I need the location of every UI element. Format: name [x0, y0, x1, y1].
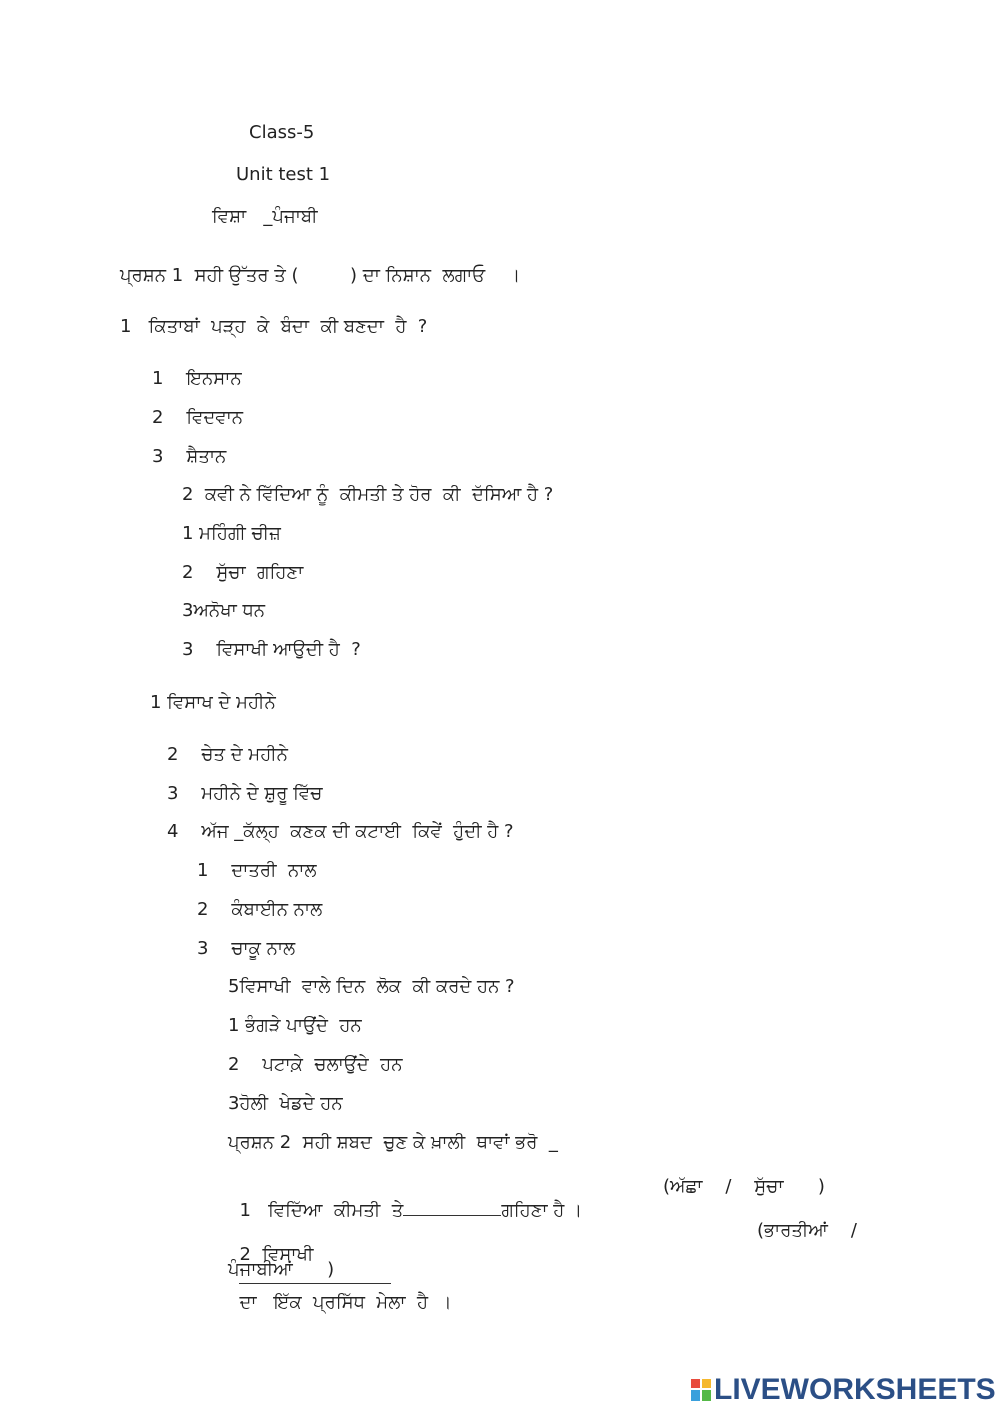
liveworksheets-wordmark: LIVEWORKSHEETS — [714, 1373, 996, 1406]
class-label: Class-5 — [249, 122, 315, 143]
liveworksheets-logo-icon — [690, 1378, 712, 1402]
q1-item-1-option-2[interactable]: 2 ਵਿਦਵਾਨ — [152, 407, 243, 428]
q1-item-5-option-3[interactable]: 3ਹੋਲੀ ਖੇਡਦੇ ਹਨ — [228, 1093, 343, 1114]
q2-item-2-choices: (ਭਾਰਤੀਆਂ / — [757, 1220, 857, 1241]
subject-label: ਵਿਸ਼ਾ _ਪੰਜਾਬੀ — [212, 206, 318, 227]
q1-item-4-option-3[interactable]: 3 ਚਾਕੂ ਨਾਲ — [197, 938, 296, 959]
q1-item-5-option-2[interactable]: 2 ਪਟਾਕ਼ੇ ਚਲਾਉਂਦੇ ਹਨ — [228, 1054, 403, 1075]
q1-item-4-question: 4 ਅੱਜ _ਕੱਲ੍ਹ ਕਣਕ ਦੀ ਕਟਾਈ ਕਿਵੇਂ ਹੁੰਦੀ ਹੈ ? — [167, 821, 514, 842]
q2-item-1-suffix: ਗਹਿਣਾ ਹੈ । — [501, 1200, 583, 1221]
q1-item-2-option-3[interactable]: 3ਅਨੋਖਾ ਧਨ — [182, 600, 266, 621]
q2-item-1-prefix: 1 ਵਿਦਿੱਆ ਕੀਮਤੀ ਤੇ — [239, 1200, 404, 1221]
q1-item-5-question: 5ਵਿਸਾਖੀ ਵਾਲੇ ਦਿਨ ਲੋਕ ਕੀ ਕਰਦੇ ਹਨ ? — [228, 976, 515, 997]
q2-item-1-blank[interactable] — [403, 1199, 501, 1216]
q1-item-5-option-1[interactable]: 1 ਭੰਗੜੇ ਪਾਉਂਦੇ ਹਨ — [228, 1015, 362, 1036]
q1-item-2-question: 2 ਕਵੀ ਨੇ ਵਿੱਦਿਆ ਨੂੰ ਕੀਮਤੀ ਤੇ ਹੋਰ ਕੀ ਦੱਸਿਆ ਹੈ ? — [182, 484, 554, 505]
q2-item-2-suffix: ਦਾ ਇੱਕ ਪ੍ਰਸਿੱਧ ਮੇਲਾ ਹੈ । — [239, 1292, 452, 1313]
q1-item-3-option-3[interactable]: 3 ਮਹੀਨੇ ਦੇ ਸ਼ੁਰੂ ਵਿੱਚ — [167, 783, 323, 804]
q1-item-2-option-2[interactable]: 2 ਸੁੱਚਾ ਗਹਿਣਾ — [182, 562, 304, 583]
liveworksheets-brand — [690, 1374, 996, 1406]
q1-item-1-question: 1 ਕਿਤਾਬਾਂ ਪੜ੍ਹ ਕੇ ਬੰਦਾ ਕੀ ਬਣਦਾ ਹੈ ? — [120, 316, 428, 337]
q2-item-1-choices: (ਅੱਛਾ / ਸੁੱਚਾ ) — [663, 1176, 825, 1197]
q1-item-3-question: 3 ਵਿਸਾਖੀ ਆਉਦੀ ਹੈ ? — [182, 639, 361, 660]
q1-item-1-option-1[interactable]: 1 ਇਨਸਾਨ — [152, 368, 242, 389]
q2-item-2-prefix: 2 ਵਿਸਾਖੀ — [239, 1244, 314, 1265]
q1-item-1-option-3[interactable]: 3 ਸ਼ੈਤਾਨ — [152, 446, 227, 467]
q1-item-3-option-1[interactable]: 1 ਵਿਸਾਖ ਦੇ ਮਹੀਨੇ — [150, 692, 276, 713]
q1-item-3-option-2[interactable]: 2 ਚੇਤ ਦੇ ਮਹੀਨੇ — [167, 744, 288, 765]
q1-item-2-option-1[interactable]: 1 ਮਹਿੰਗੀ ਚੀਜ਼ — [182, 523, 281, 544]
test-title: Unit test 1 — [236, 164, 331, 185]
q2-item-2-choices-continued: ਪੰਜਾਬੀਆਂ ) — [228, 1259, 335, 1280]
q1-item-4-option-2[interactable]: 2 ਕੰਬਾਈਨ ਨਾਲ — [197, 899, 323, 920]
q1-item-4-option-1[interactable]: 1 ਦਾਤਰੀ ਨਾਲ — [197, 860, 317, 881]
q2-item-1 — [228, 1175, 582, 1223]
q1-instruction: ਪ੍ਰਸ਼ਨ 1 ਸਹੀ ਉੱਤਰ ਤੇ ( ) ਦਾ ਨਿਸ਼ਾਨ ਲਗਾਓ । — [120, 265, 521, 286]
q2-instruction: ਪ੍ਰਸ਼ਨ 2 ਸਹੀ ਸ਼ਬਦ ਚੁਣ ਕੇ ਖ਼ਾਲੀ ਥਾਵਾਂ ਭਰੋ _ — [228, 1132, 558, 1153]
